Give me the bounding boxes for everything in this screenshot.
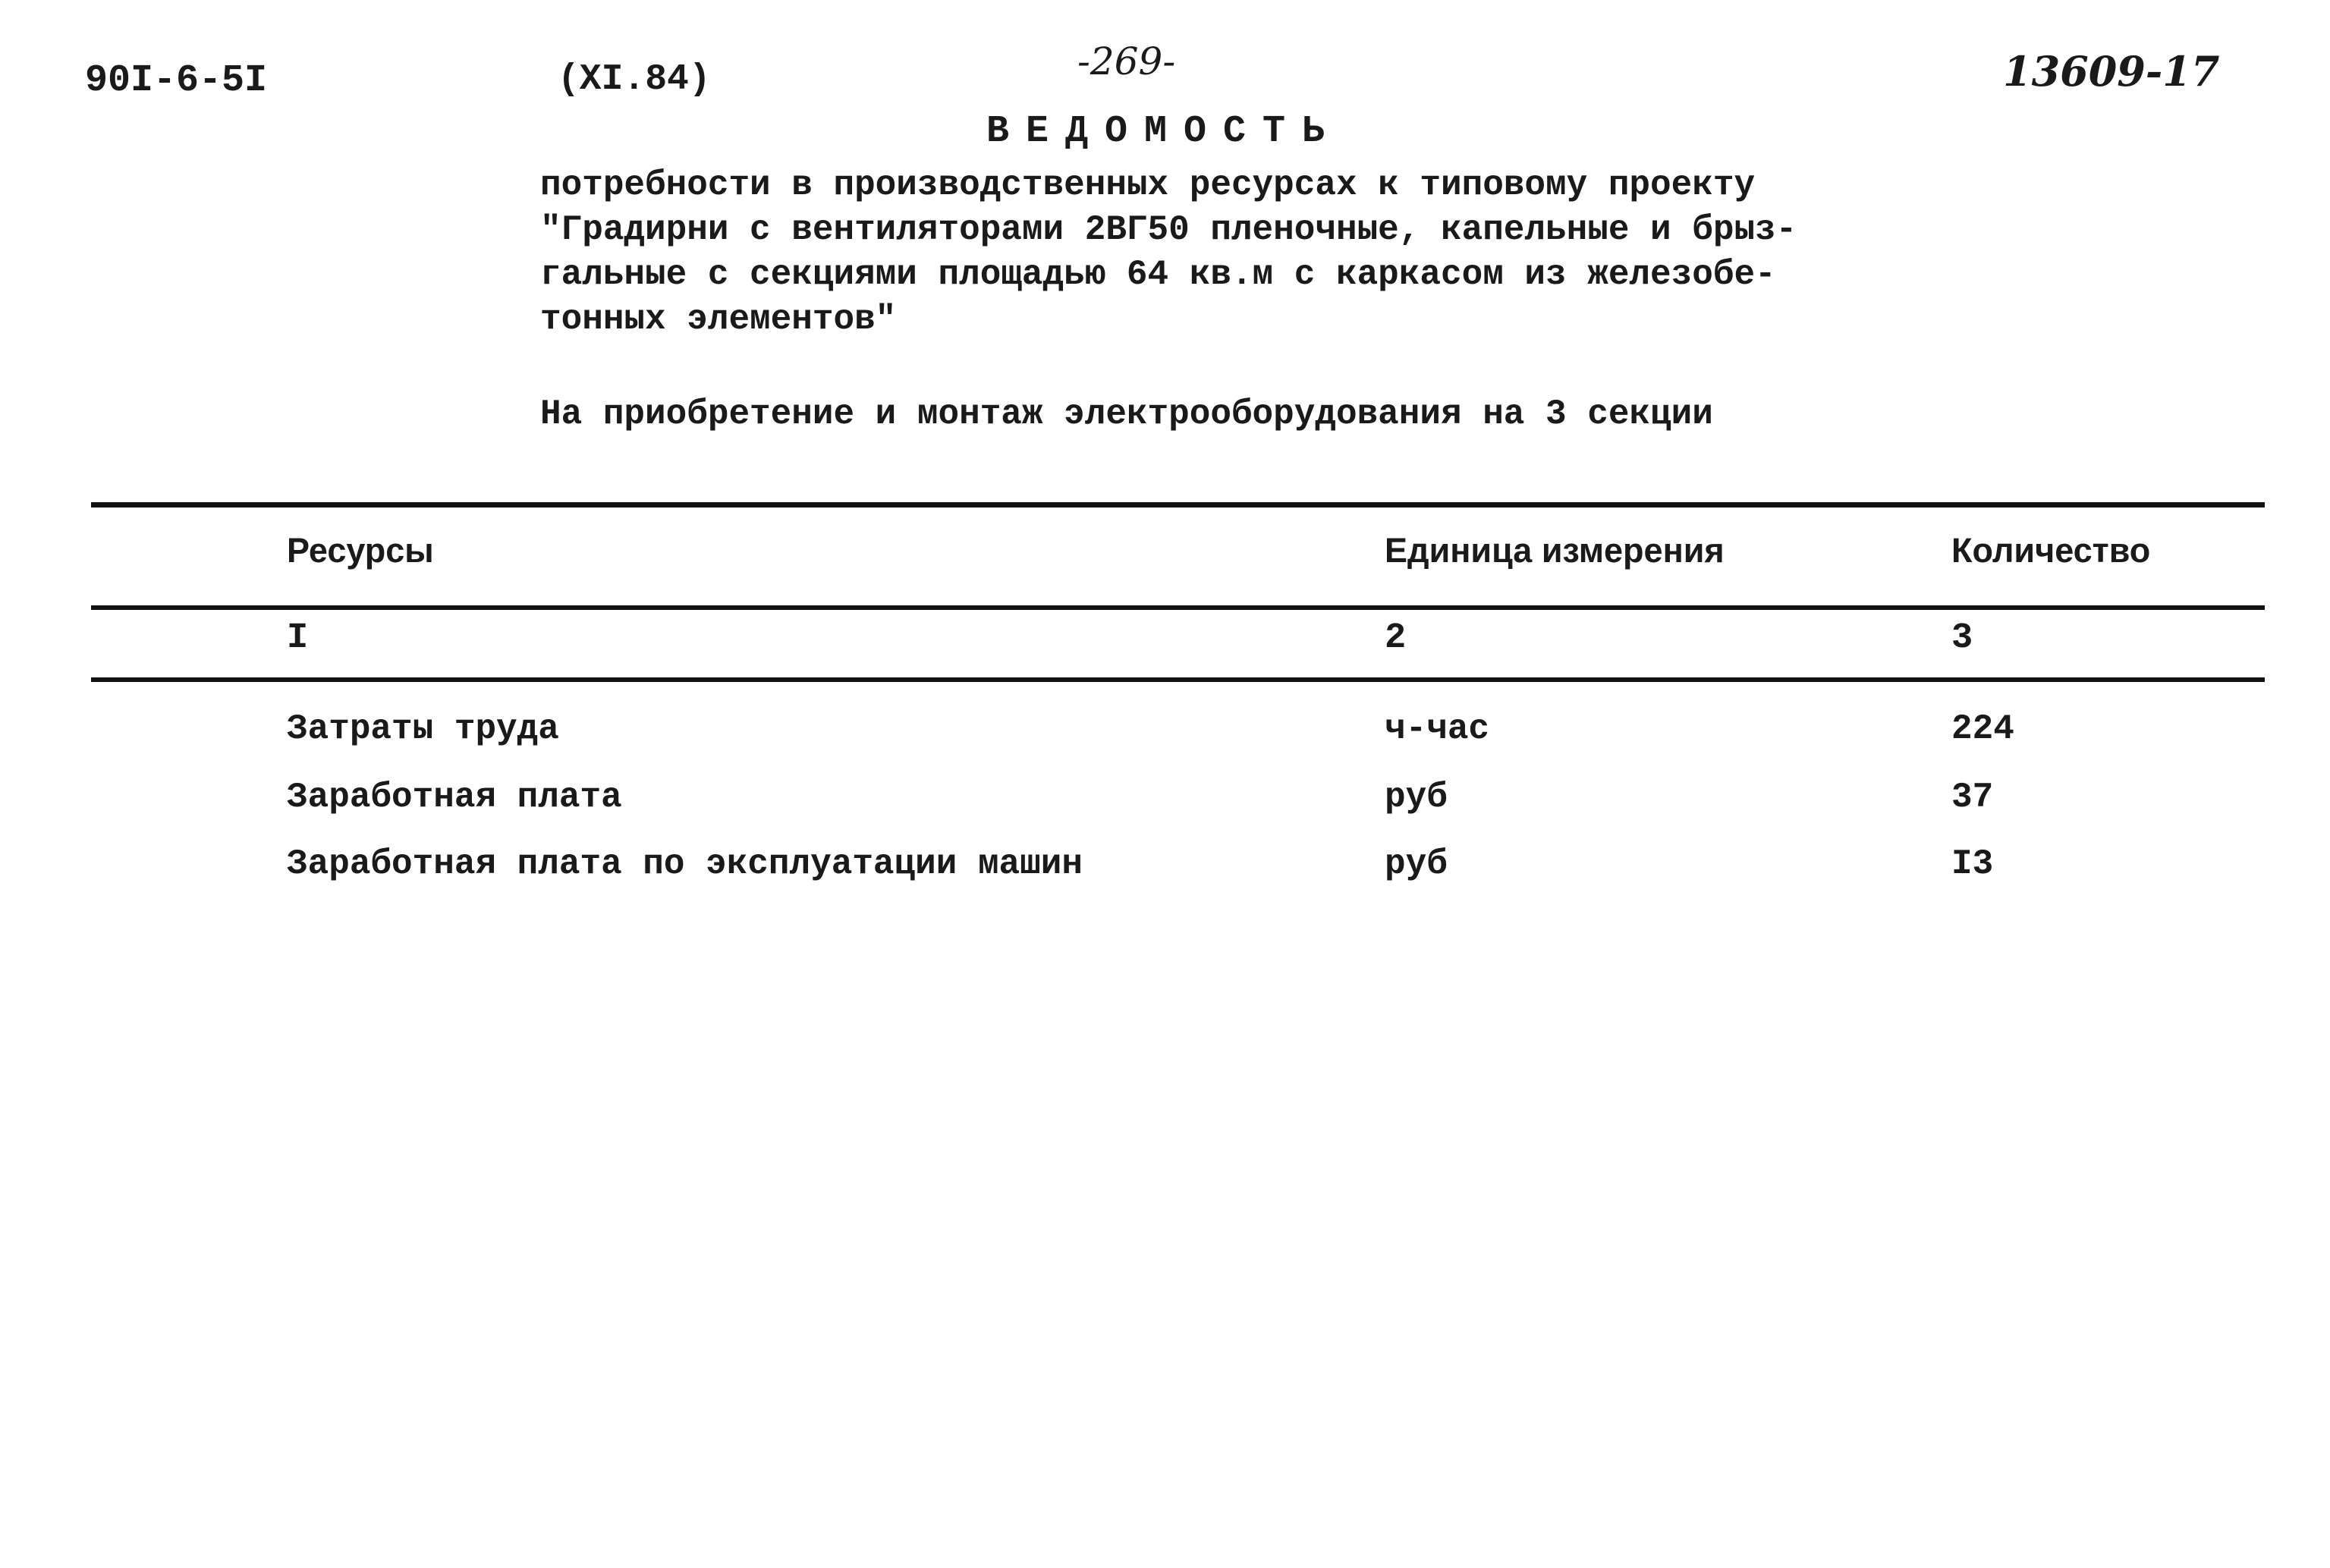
document-date-code: (XI.84) xyxy=(558,59,711,100)
column-number-1: I xyxy=(287,618,309,658)
column-number-2: 2 xyxy=(1385,618,1407,658)
description-line: тонных элементов" xyxy=(540,300,897,339)
table-row-wages-unit: руб xyxy=(1385,778,1448,817)
column-header-resources: Ресурсы xyxy=(287,531,434,570)
table-row-machine-wages-unit: руб xyxy=(1385,844,1448,884)
table-numbers-rule xyxy=(91,677,2265,682)
column-header-quantity: Количество xyxy=(1951,531,2151,570)
table-row-machine-wages-resource: Заработная плата по эксплуатации машин xyxy=(287,844,1083,884)
description-line: гальные с секциями площадью 64 кв.м с каркасом из железобе- xyxy=(540,255,1776,294)
column-header-unit: Единица измерения xyxy=(1385,531,1725,570)
document-title: ВЕДОМОСТЬ xyxy=(986,110,1342,153)
archive-number: 13609-17 xyxy=(2003,47,2220,96)
description-line: потребности в производственных ресурсах к типовому проекту xyxy=(540,165,1756,205)
page-number: -269- xyxy=(1077,39,1176,83)
table-row-labor-quantity: 224 xyxy=(1951,709,2014,749)
table-row-machine-wages-quantity: I3 xyxy=(1951,844,1994,884)
column-number-3: 3 xyxy=(1951,618,1973,658)
table-row-wages-resource: Заработная плата xyxy=(287,778,622,817)
table-row-labor-resource: Затраты труда xyxy=(287,709,559,749)
document-subtitle: На приобретение и монтаж электрооборудования на 3 секции xyxy=(540,394,1713,434)
table-row-labor-unit: ч-час xyxy=(1385,709,1490,749)
document-description xyxy=(540,163,1830,342)
table-top-rule xyxy=(91,502,2265,507)
description-line: "Градирни с вентиляторами 2ВГ50 пленочные, капельные и брыз- xyxy=(540,210,1797,250)
table-row-wages-quantity: 37 xyxy=(1951,778,1994,817)
document-code: 90I-6-5I xyxy=(85,59,268,102)
table-header-rule xyxy=(91,605,2265,610)
